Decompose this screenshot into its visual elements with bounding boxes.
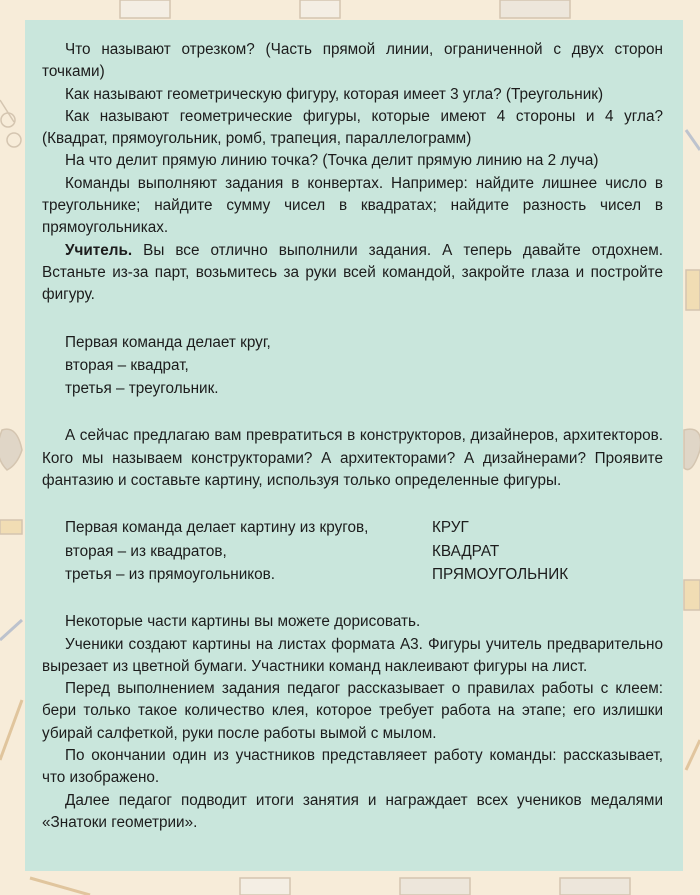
shapes-list-item: вторая – квадрат, bbox=[65, 356, 189, 374]
question-segment: Что называют отрезком? (Часть прямой линии, ограниченной с двух сторон точками) bbox=[42, 41, 663, 81]
question-point: На что делит прямую линию точка? (Точка делит прямую линию на 2 луча) bbox=[65, 152, 599, 170]
drawing-paragraph: Некоторые части картины вы можете дорисовать. bbox=[65, 613, 421, 631]
glue-rules-paragraph: Перед выполнением задания педагог рассказывает о правилах работы с клеем: бери только такое количество клея, которое требует работа на этапе; его излишки убирай салфеткой, руки после работы вымой с мылом. bbox=[42, 680, 663, 742]
scissors-icon bbox=[0, 100, 21, 147]
picture-task: третья – из прямоугольников. bbox=[65, 565, 276, 583]
constructors-paragraph: А сейчас предлагаю вам превратиться в конструкторов, дизайнеров, архитекторов. Кого мы называем конструкторами? А архитекторами? А дизайнерами? Проявите фантазию и составьте картину, используя только определенные фигуры. bbox=[42, 427, 663, 490]
teacher-label: Учитель. bbox=[65, 241, 133, 259]
palette-icon bbox=[0, 429, 22, 470]
question-quadrilateral: Как называют геометрические фигуры, которые имеют 4 стороны и 4 угла? (Квадрат, прямоугольник, ромб, трапеция, параллелограмм) bbox=[42, 107, 663, 148]
a3-paragraph: Ученики создают картины на листах формата А3. Фигуры учитель предварительно вырезает из цветной бумаги. Участники команд наклеивают фигуры на лист. bbox=[42, 635, 663, 675]
presentation-paragraph: По окончании один из участников представляеет работу команды: рассказывает, что изображено. bbox=[42, 747, 663, 787]
picture-task: вторая – из квадратов, bbox=[65, 542, 227, 560]
picture-task: Первая команда делает картину из кругов, bbox=[65, 519, 369, 537]
shapes-list-item: третья – треугольник. bbox=[65, 380, 219, 398]
envelopes-paragraph: Команды выполняют задания в конвертах. Например: найдите лишнее число в треугольнике; найдите сумму чисел в квадратах; найдите разность чисел в прямоугольниках. bbox=[42, 174, 663, 237]
picture-figure: КРУГ bbox=[432, 519, 469, 537]
teacher-text: Вы все отлично выполнили задания. А теперь давайте отдохнем. Встаньте из-за парт, возьмитесь за руки всей командой, закройте глаза и постройте фигуру. bbox=[42, 241, 663, 304]
medals-paragraph: Далее педагог подводит итоги занятия и награждает всех учеников медалями «Знатоки геометрии». bbox=[42, 791, 663, 831]
shapes-list-item: Первая команда делает круг, bbox=[65, 333, 271, 351]
picture-figure: ПРЯМОУГОЛЬНИК bbox=[432, 565, 569, 583]
picture-table bbox=[42, 516, 663, 586]
teacher-paragraph bbox=[42, 240, 663, 307]
picture-figure: КВАДРАТ bbox=[432, 542, 500, 560]
palette-icon bbox=[684, 429, 700, 469]
question-triangle: Как называют геометрическую фигуру, которая имеет 3 угла? (Треугольник) bbox=[65, 85, 604, 103]
content-panel bbox=[25, 20, 683, 871]
